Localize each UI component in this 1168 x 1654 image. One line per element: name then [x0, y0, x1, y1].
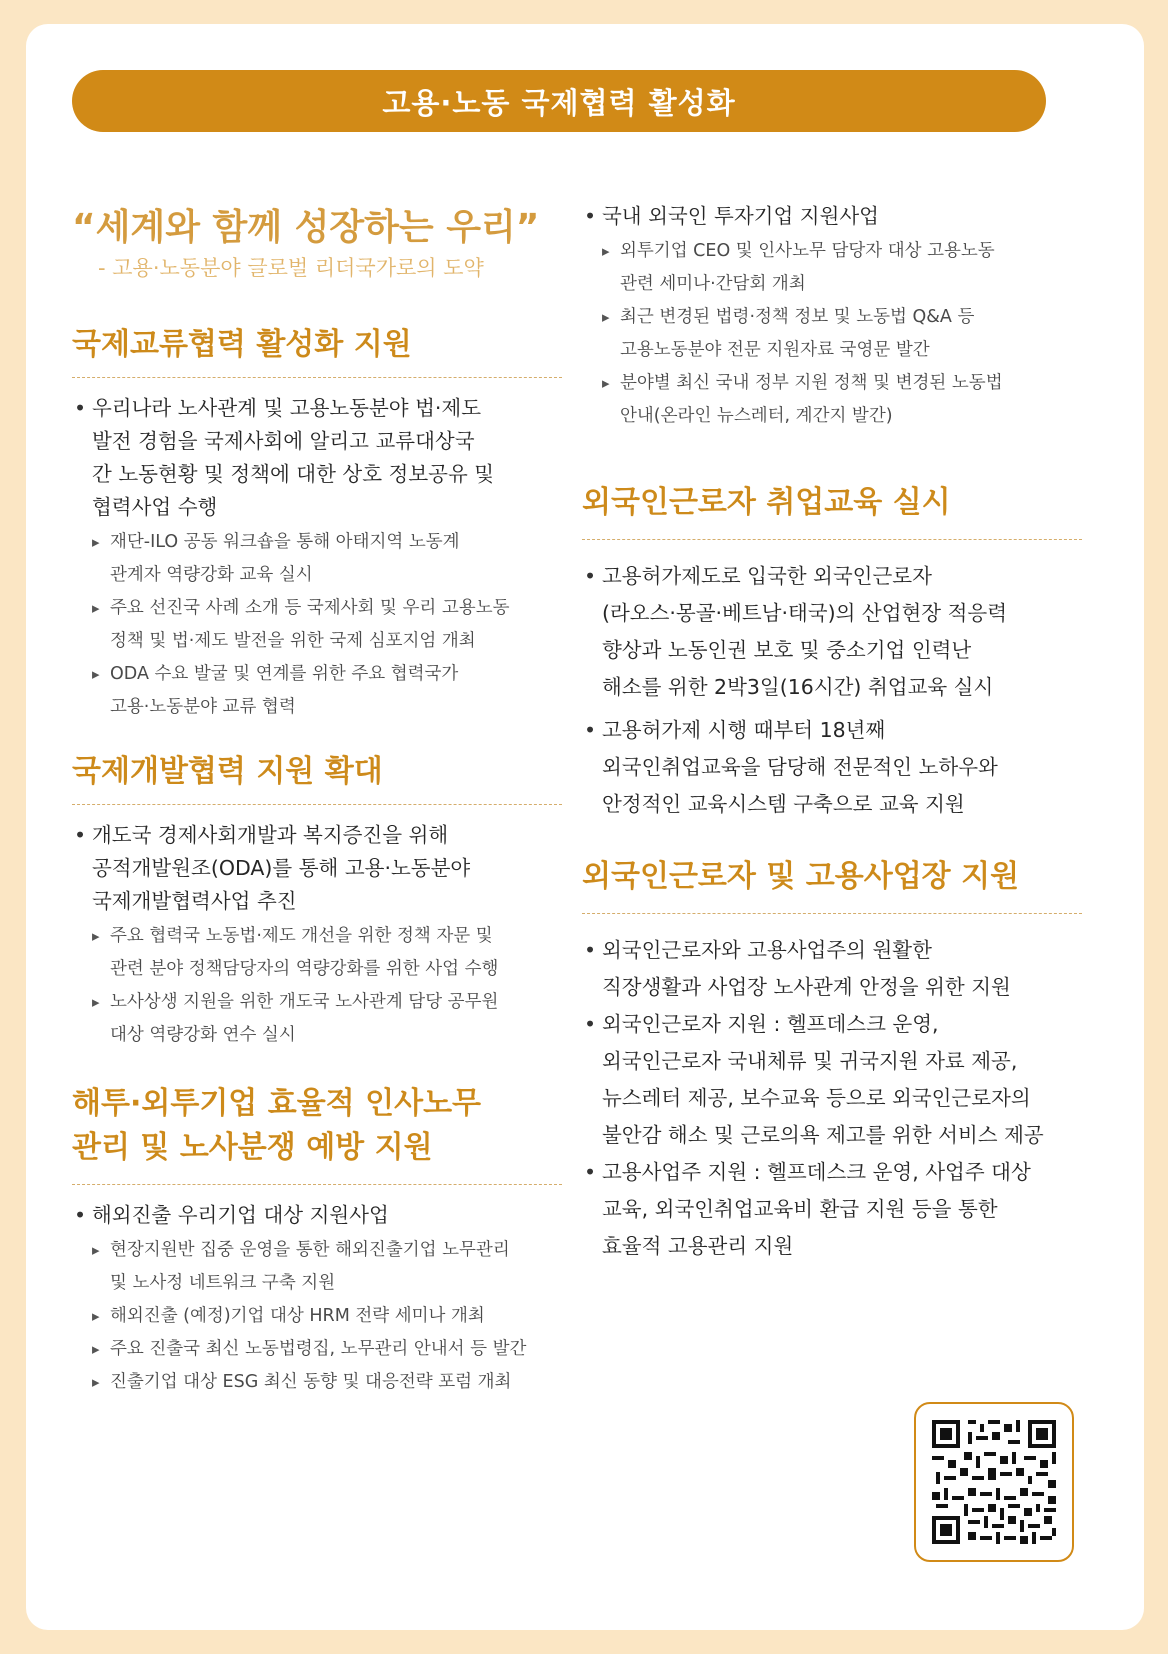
list-item: • 고용허가제 시행 때부터 18년째 외국인취업교육을 담당해 전문적인 노하우와 안정적인 교육시스템 구축으로 교육 지원 — [582, 712, 1082, 823]
sub-item: ▸ ODA 수요 발굴 및 연계를 위한 주요 협력국가 고용·노동분야 교류 협력 — [92, 658, 562, 724]
sub-item: ▸ 분야별 최신 국내 정부 지원 정책 및 변경된 노동법 안내(온라인 뉴스레터, 계간지 발간) — [602, 367, 1082, 433]
sub-item: ▸ 노사상생 지원을 위한 개도국 노사관계 담당 공무원 대상 역량강화 연수 실시 — [92, 986, 562, 1052]
section-title: 외국인근로자 취업교육 실시 — [582, 481, 1082, 540]
list-item: • 해외진출 우리기업 대상 지원사업 ▸ 현장지원반 집중 운영을 통한 해외진출기업 노무관리 및 노사정 네트워크 구축 지원 ▸ 해외진출 (예정)기업 대상 HRM 전략 세미나 개최 ▸ 주요 진출국 최신 노동법령집, 노무관리 안내서 등 발간 ▸ 진출기업 대상 ESG 최신 동향 및 대응전략 포럼 개최 — [72, 1199, 562, 1399]
list-item: • 개도국 경제사회개발과 복지증진을 위해 공적개발원조(ODA)를 통해 고용·노동분야 국제개발협력사업 추진 ▸ 주요 협력국 노동법·제도 개선을 위한 정책 자문 및 관련 분야 정책담당자의 역량강화를 위한 사업 수행 ▸ 노사상생 지원을 위한 개도국 노사관계 담당 공무원 대상 역량강화 연수 실시 — [72, 819, 562, 1052]
slogan — [72, 205, 562, 285]
sub-item: ▸ 주요 협력국 노동법·제도 개선을 위한 정책 자문 및 관련 분야 정책담당자의 역량강화를 위한 사업 수행 — [92, 920, 562, 986]
qr-code-icon — [928, 1416, 1060, 1548]
title-banner — [72, 70, 1046, 132]
list-item: • 우리나라 노사관계 및 고용노동분야 법·제도 발전 경험을 국제사회에 알리고 교류대상국 간 노동현황 및 정책에 대한 상호 정보공유 및 협력사업 수행 ▸ 재단-ILO 공동 워크숍을 통해 아태지역 노동계 관계자 역량강화 교육 실시 ▸ 주요 선진국 사례 소개 등 국제사회 및 우리 고용노동 정책 및 법·제도 발전을 위한 국제 심포지엄 개최 ▸ ODA 수요 발굴 및 연계를 위한 주요 협력국가 고용·노동분야 교류 협력 — [72, 392, 562, 724]
sub-item: ▸ 재단-ILO 공동 워크숍을 통해 아태지역 노동계 관계자 역량강화 교육 실시 — [92, 526, 562, 592]
section-employment-education — [582, 481, 1082, 823]
slogan-quote: “세계와 함께 성장하는 우리” — [72, 207, 540, 248]
list-item: • 국내 외국인 투자기업 지원사업 ▸ 외투기업 CEO 및 인사노무 담당자 대상 고용노동 관련 세미나·간담회 개최 ▸ 최근 변경된 법령·정책 정보 및 노동법 Q&A 등 고용노동분야 전문 지원자료 국영문 발간 ▸ 분야별 최신 국내 정부 지원 정책 및 변경된 노동법 안내(온라인 뉴스레터, 계간지 발간) — [582, 200, 1082, 433]
sub-item: ▸ 외투기업 CEO 및 인사노무 담당자 대상 고용노동 관련 세미나·간담회 개최 — [602, 235, 1082, 301]
section-hr-labor-dispute — [72, 1082, 562, 1399]
sub-item: ▸ 진출기업 대상 ESG 최신 동향 및 대응전략 포럼 개최 — [92, 1366, 562, 1399]
section-title: 해투·외투기업 효율적 인사노무 관리 및 노사분쟁 예방 지원 — [72, 1082, 562, 1185]
sub-item: ▸ 주요 진출국 최신 노동법령집, 노무관리 안내서 등 발간 — [92, 1333, 562, 1366]
sub-item: ▸ 현장지원반 집중 운영을 통한 해외진출기업 노무관리 및 노사정 네트워크 구축 지원 — [92, 1234, 562, 1300]
sub-item: ▸ 주요 선진국 사례 소개 등 국제사회 및 우리 고용노동 정책 및 법·제도 발전을 위한 국제 심포지엄 개최 — [92, 592, 562, 658]
section-title: 국제개발협력 지원 확대 — [72, 750, 562, 805]
sub-item: ▸ 최근 변경된 법령·정책 정보 및 노동법 Q&A 등 고용노동분야 전문 지원자료 국영문 발간 — [602, 301, 1082, 367]
list-item: • 고용사업주 지원 : 헬프데스크 운영, 사업주 대상 교육, 외국인취업교육비 환급 지원 등을 통한 효율적 고용관리 지원 — [582, 1154, 1082, 1265]
slogan-subtitle: - 고용·노동분야 글로벌 리더국가로의 도약 — [98, 256, 484, 280]
foreign-investment-support — [582, 200, 1082, 433]
section-title: 국제교류협력 활성화 지원 — [72, 323, 562, 378]
section-development-cooperation — [72, 750, 562, 1052]
section-title: 외국인근로자 및 고용사업장 지원 — [582, 855, 1082, 914]
right-column — [582, 200, 1082, 1265]
qr-code[interactable] — [914, 1402, 1074, 1562]
section-worker-workplace-support — [582, 855, 1082, 1265]
page-title: 고용·노동 국제협력 활성화 — [382, 85, 736, 120]
list-item: • 외국인근로자 지원 : 헬프데스크 운영, 외국인근로자 국내체류 및 귀국지원 자료 제공, 뉴스레터 제공, 보수교육 등으로 외국인근로자의 불안감 해소 및 근로의욕 제고를 위한 서비스 제공 — [582, 1006, 1082, 1154]
left-column — [72, 205, 562, 1399]
section-international-exchange — [72, 323, 562, 724]
list-item: • 고용허가제도로 입국한 외국인근로자 (라오스·몽골·베트남·태국)의 산업현장 적응력 향상과 노동인권 보호 및 중소기업 인력난 해소를 위한 2박3일(16시간) 취업교육 실시 — [582, 558, 1082, 706]
sub-item: ▸ 해외진출 (예정)기업 대상 HRM 전략 세미나 개최 — [92, 1300, 562, 1333]
list-item: • 외국인근로자와 고용사업주의 원활한 직장생활과 사업장 노사관계 안정을 위한 지원 — [582, 932, 1082, 1006]
